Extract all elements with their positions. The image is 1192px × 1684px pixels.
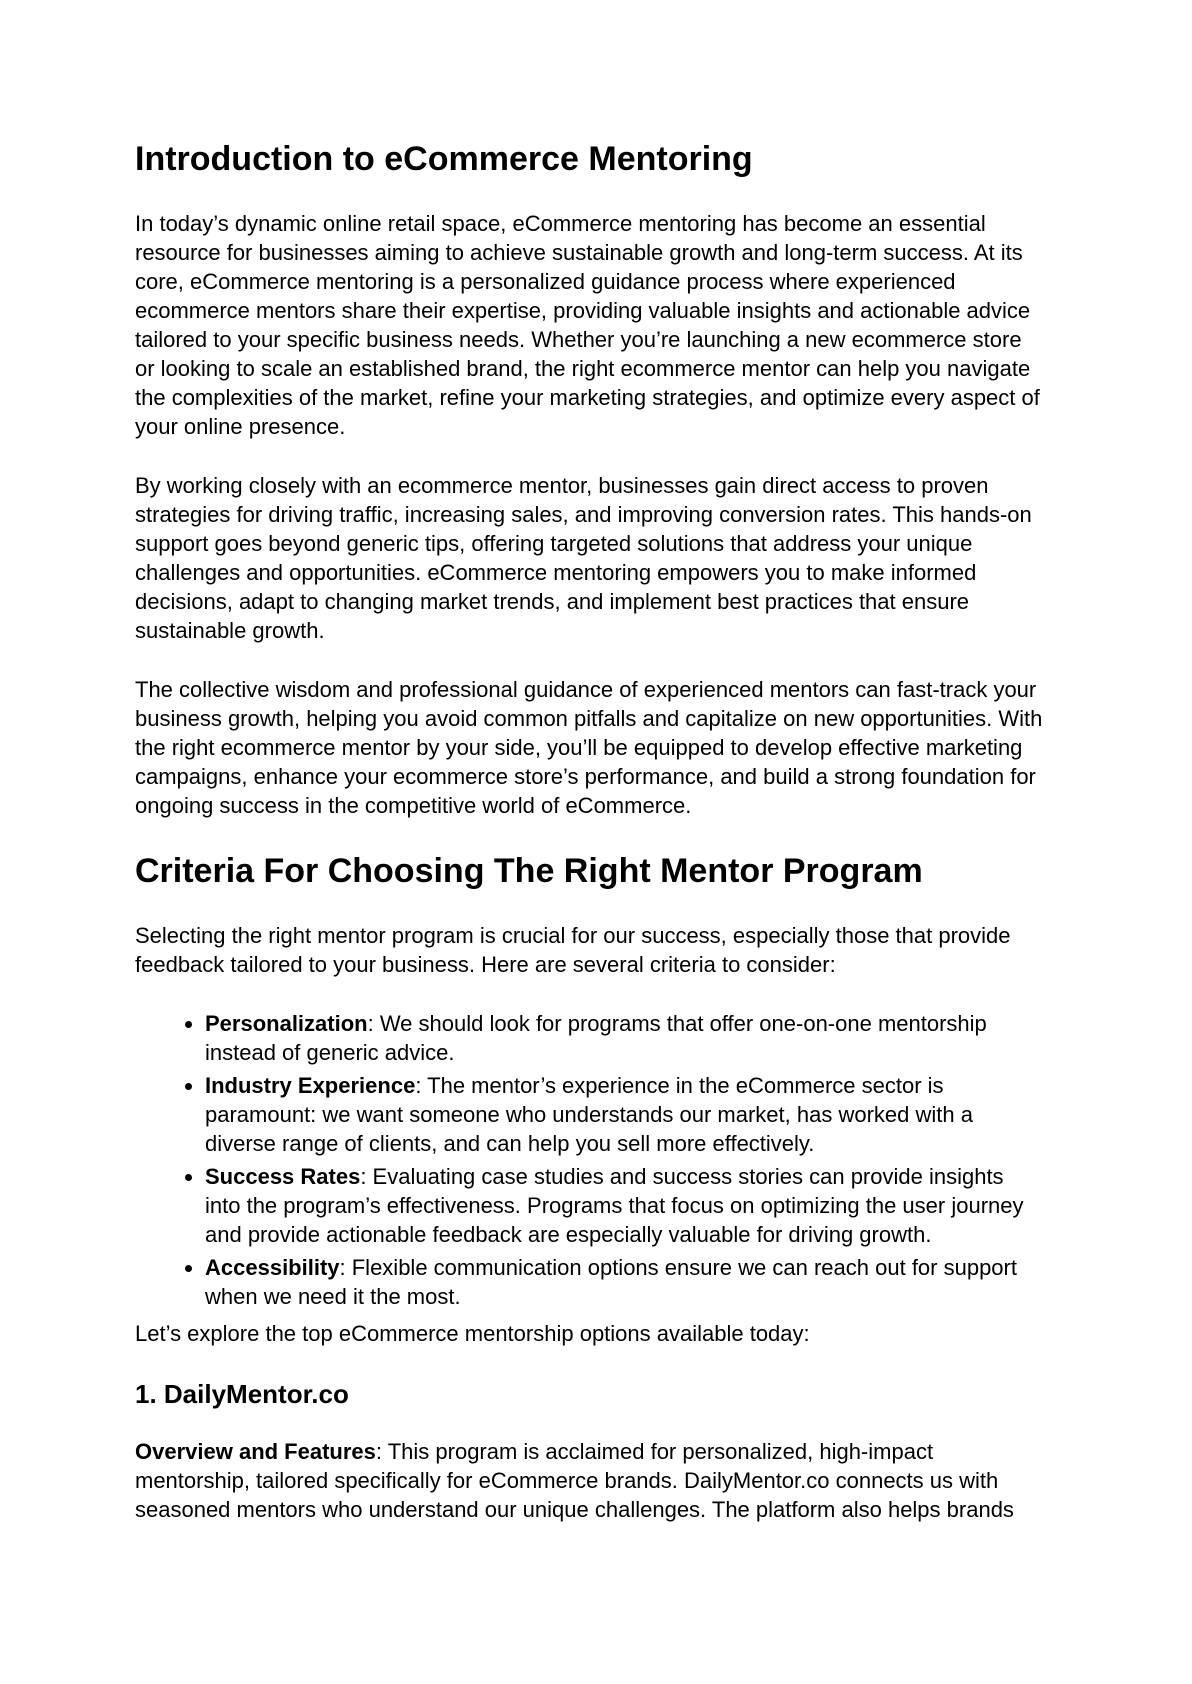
heading-dailymentor: 1. DailyMentor.co bbox=[135, 1379, 349, 1409]
overview-label: Overview and Features bbox=[135, 1439, 376, 1464]
criteria-outro-paragraph: Let’s explore the top eCommerce mentorship options available today: bbox=[135, 1321, 810, 1346]
overview-paragraph bbox=[135, 1437, 1043, 1524]
criterion-description: : Flexible communication options ensure we can reach out for support when we need it the most. bbox=[205, 1255, 1017, 1309]
heading-introduction: Introduction to eCommerce Mentoring bbox=[135, 140, 753, 178]
intro-paragraph-1: In today’s dynamic online retail space, eCommerce mentoring has become an essential resource for businesses aiming to achieve sustainable growth and long-term success. At its core, eCommerce mentoring is a personalized guidance process where experienced ecommerce mentors share their expertise, providing valuable insights and actionable advice tailored to your specific business needs. Whether you’re launching a new ecommerce store or looking to scale an established brand, the right ecommerce mentor can help you navigate the complexities of the market, refine your marketing strategies, and optimize every aspect of your online presence. bbox=[135, 211, 1040, 439]
intro-paragraph-3: The collective wisdom and professional guidance of experienced mentors can fast-track your business growth, helping you avoid common pitfalls and capitalize on new opportunities. With the right ecommerce mentor by your side, you’ll be equipped to develop effective marketing campaigns, enhance your ecommerce store’s performance, and build a strong foundation for ongoing success in the competitive world of eCommerce. bbox=[135, 677, 1043, 818]
criteria-list-item bbox=[205, 1253, 1043, 1311]
criteria-list bbox=[135, 1009, 1043, 1311]
criterion-description: : We should look for programs that offer one-on-one mentorship instead of generic advice. bbox=[205, 1011, 987, 1065]
heading-criteria: Criteria For Choosing The Right Mentor Program bbox=[135, 852, 923, 890]
criteria-intro-paragraph: Selecting the right mentor program is crucial for our success, especially those that provide feedback tailored to your business. Here are several criteria to consider: bbox=[135, 923, 1011, 977]
criterion-term: Industry Experience bbox=[205, 1073, 416, 1098]
criterion-term: Accessibility bbox=[205, 1255, 340, 1280]
criteria-list-item bbox=[205, 1071, 1043, 1158]
criteria-list-item bbox=[205, 1162, 1043, 1249]
criterion-description: : The mentor’s experience in the eCommerce sector is paramount: we want someone who understands our market, has worked with a diverse range of clients, and can help you sell more effectively. bbox=[205, 1073, 973, 1156]
criteria-list-item bbox=[205, 1009, 1043, 1067]
criterion-term: Success Rates bbox=[205, 1164, 361, 1189]
intro-paragraph-2: By working closely with an ecommerce mentor, businesses gain direct access to proven strategies for driving traffic, increasing sales, and improving conversion rates. This hands-on support goes beyond generic tips, offering targeted solutions that address your unique challenges and opportunities. eCommerce mentoring empowers you to make informed decisions, adapt to changing market trends, and implement best practices that ensure sustainable growth. bbox=[135, 473, 1032, 643]
criterion-term: Personalization bbox=[205, 1011, 368, 1036]
overview-text: : This program is acclaimed for personalized, high-impact mentorship, tailored specifically for eCommerce brands. DailyMentor.co connects us with seasoned mentors who understand our unique challenges. The platform also helps brands bbox=[135, 1439, 1014, 1522]
criterion-description: : Evaluating case studies and success stories can provide insights into the program’s effectiveness. Programs that focus on optimizing the user journey and provide actionable feedback are especially valuable for driving growth. bbox=[205, 1164, 1024, 1247]
